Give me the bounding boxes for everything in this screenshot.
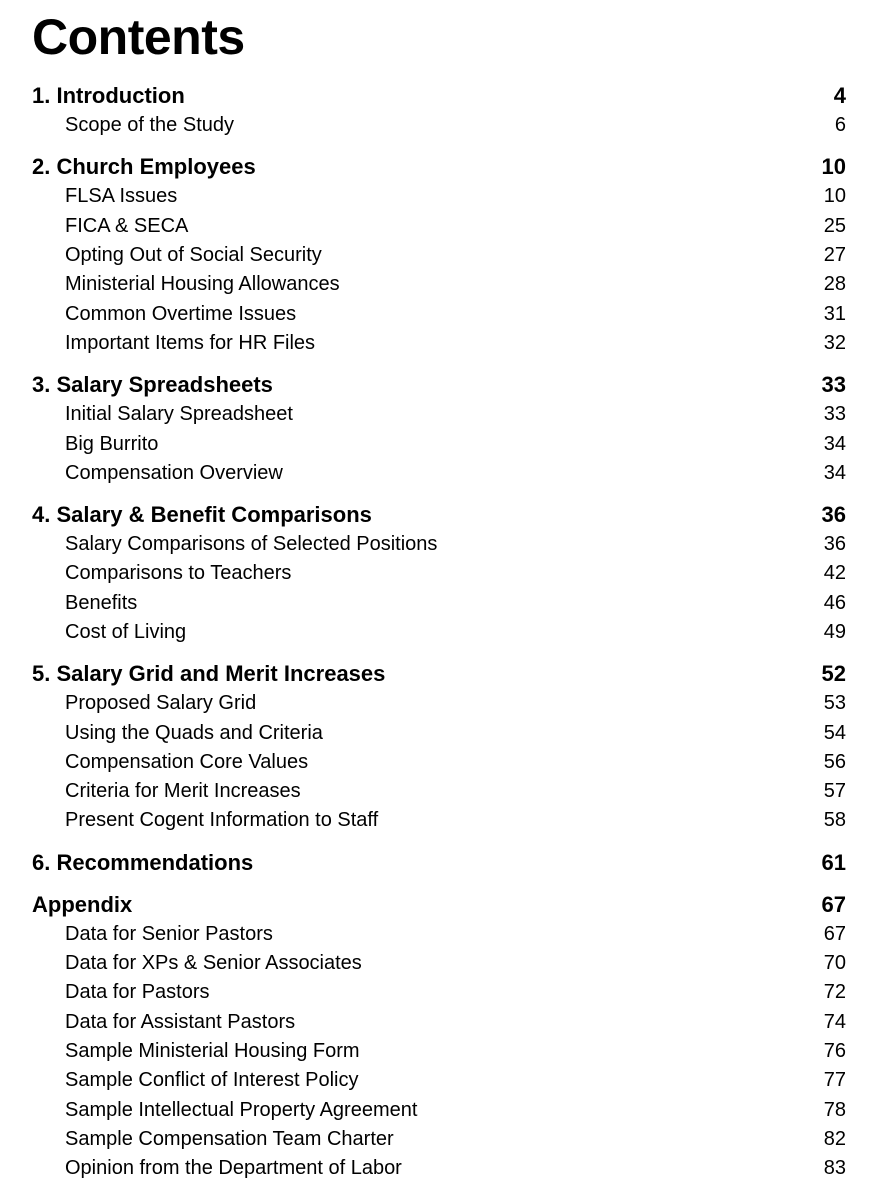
toc-section-heading[interactable] — [32, 370, 846, 400]
section-title: 2. Church Employees — [32, 154, 256, 180]
toc-section — [32, 659, 846, 835]
section-title: 6. Recommendations — [32, 849, 254, 875]
entry-title: Benefits — [65, 591, 138, 614]
section-title: 1. Introduction — [32, 83, 185, 108]
section-page-number: 52 — [821, 661, 846, 687]
toc-entry[interactable] — [32, 718, 846, 747]
entry-page-number: 34 — [823, 432, 846, 455]
toc-section — [32, 848, 846, 878]
entry-title: Big Burrito — [65, 432, 159, 455]
entry-page-number: 6 — [834, 114, 846, 137]
entry-page-number: 78 — [823, 1098, 846, 1121]
entry-page-number: 58 — [823, 809, 846, 832]
entry-page-number: 77 — [823, 1069, 846, 1092]
entry-title: Important Items for HR Files — [65, 331, 316, 354]
entry-page-number: 76 — [823, 1039, 846, 1062]
toc-entry[interactable] — [32, 949, 846, 978]
entry-page-number: 70 — [823, 952, 846, 975]
toc-section — [32, 500, 846, 647]
toc-entry[interactable] — [32, 241, 846, 270]
toc-section-heading[interactable] — [32, 500, 846, 530]
toc-entry[interactable] — [32, 1008, 846, 1037]
toc-entry[interactable] — [32, 920, 846, 949]
entry-title: Common Overtime Issues — [65, 302, 297, 325]
section-title: Appendix — [32, 891, 133, 917]
entry-title: Ministerial Housing Allowances — [65, 273, 340, 296]
toc-entry[interactable] — [32, 559, 846, 588]
entry-title: Data for Pastors — [65, 981, 210, 1004]
toc-section-heading[interactable] — [32, 152, 846, 182]
entry-page-number: 28 — [823, 273, 846, 296]
toc-entry[interactable] — [32, 1154, 846, 1183]
entry-page-number: 42 — [823, 562, 846, 585]
entry-title: Using the Quads and Criteria — [65, 721, 323, 744]
section-title: 4. Salary & Benefit Comparisons — [32, 501, 372, 527]
entry-title: Compensation Overview — [65, 461, 283, 484]
entry-title: Scope of the Study — [65, 114, 235, 137]
section-title: 3. Salary Spreadsheets — [32, 372, 273, 398]
entry-page-number: 83 — [823, 1157, 846, 1180]
toc-entry[interactable] — [32, 1066, 846, 1095]
entry-page-number: 33 — [823, 403, 846, 426]
toc-entry[interactable] — [32, 1125, 846, 1154]
entry-page-number: 10 — [823, 185, 846, 208]
entry-title: Sample Ministerial Housing Form — [65, 1039, 360, 1062]
toc-entry[interactable] — [32, 459, 846, 488]
toc-entry[interactable] — [32, 270, 846, 299]
toc-entry[interactable] — [32, 618, 846, 647]
toc-section — [32, 890, 846, 1184]
entry-page-number: 27 — [823, 244, 846, 267]
entry-page-number: 32 — [823, 331, 846, 354]
entry-page-number: 72 — [823, 981, 846, 1004]
toc-entry[interactable] — [32, 299, 846, 328]
toc-section — [32, 81, 846, 140]
entry-title: Opting Out of Social Security — [65, 244, 322, 267]
toc-entry[interactable] — [32, 689, 846, 718]
section-page-number: 36 — [821, 501, 846, 527]
entry-title: Data for XPs & Senior Associates — [65, 952, 362, 975]
entry-page-number: 25 — [823, 214, 846, 237]
entry-title: Salary Comparisons of Selected Positions — [65, 533, 438, 556]
toc-entry[interactable] — [32, 400, 846, 429]
toc-entry[interactable] — [32, 182, 846, 211]
entry-page-number: 56 — [823, 750, 846, 773]
toc-entry[interactable] — [32, 530, 846, 559]
entry-page-number: 53 — [823, 692, 846, 715]
section-page-number: 61 — [821, 849, 846, 875]
section-page-number: 10 — [821, 154, 846, 180]
entry-title: Initial Salary Spreadsheet — [65, 403, 293, 426]
entry-title: FLSA Issues — [65, 185, 178, 208]
toc-entry[interactable] — [32, 978, 846, 1007]
toc-entry[interactable] — [32, 111, 846, 140]
section-page-number: 4 — [833, 83, 846, 108]
entry-page-number: 82 — [823, 1127, 846, 1150]
entry-page-number: 34 — [823, 461, 846, 484]
entry-title: Compensation Core Values — [65, 750, 309, 773]
entry-page-number: 54 — [823, 721, 846, 744]
toc-entry[interactable] — [32, 748, 846, 777]
toc-entry[interactable] — [32, 1037, 846, 1066]
toc-section — [32, 370, 846, 488]
toc-section-heading[interactable] — [32, 659, 846, 689]
toc-section-heading[interactable] — [32, 848, 846, 878]
page-title: Contents — [32, 9, 245, 65]
table-of-contents — [32, 0, 846, 1183]
entry-title: Data for Senior Pastors — [65, 922, 273, 945]
entry-title: Data for Assistant Pastors — [65, 1010, 296, 1033]
toc-section-heading[interactable] — [32, 890, 846, 920]
toc-entry[interactable] — [32, 777, 846, 806]
toc-entry[interactable] — [32, 329, 846, 358]
entry-title: Proposed Salary Grid — [65, 692, 257, 715]
toc-entry[interactable] — [32, 1095, 846, 1124]
entry-title: FICA & SECA — [65, 214, 189, 237]
toc-entry[interactable] — [32, 212, 846, 241]
entry-title: Cost of Living — [65, 621, 187, 643]
entry-title: Sample Conflict of Interest Policy — [65, 1069, 359, 1092]
entry-title: Opinion from the Department of Labor — [65, 1157, 402, 1180]
entry-title: Present Cogent Information to Staff — [65, 809, 379, 832]
entry-title: Sample Compensation Team Charter — [65, 1127, 394, 1150]
entry-page-number: 36 — [823, 533, 846, 556]
entry-page-number: 74 — [823, 1010, 846, 1033]
entry-page-number: 57 — [823, 780, 846, 803]
entry-page-number: 67 — [823, 922, 846, 945]
entry-page-number: 46 — [823, 591, 846, 614]
entry-page-number: 49 — [823, 621, 846, 643]
toc-entry[interactable] — [32, 589, 846, 618]
section-page-number: 67 — [821, 891, 846, 917]
toc-section-heading[interactable] — [32, 81, 846, 111]
entry-title: Sample Intellectual Property Agreement — [65, 1098, 418, 1121]
toc-entry[interactable] — [32, 429, 846, 458]
toc-section — [32, 152, 846, 358]
entry-page-number: 31 — [823, 302, 846, 325]
entry-title: Comparisons to Teachers — [65, 562, 292, 585]
section-title: 5. Salary Grid and Merit Increases — [32, 661, 386, 687]
entry-title: Criteria for Merit Increases — [65, 780, 301, 803]
toc-entry[interactable] — [32, 806, 846, 835]
toc-list — [32, 81, 846, 1183]
section-page-number: 33 — [821, 372, 846, 398]
